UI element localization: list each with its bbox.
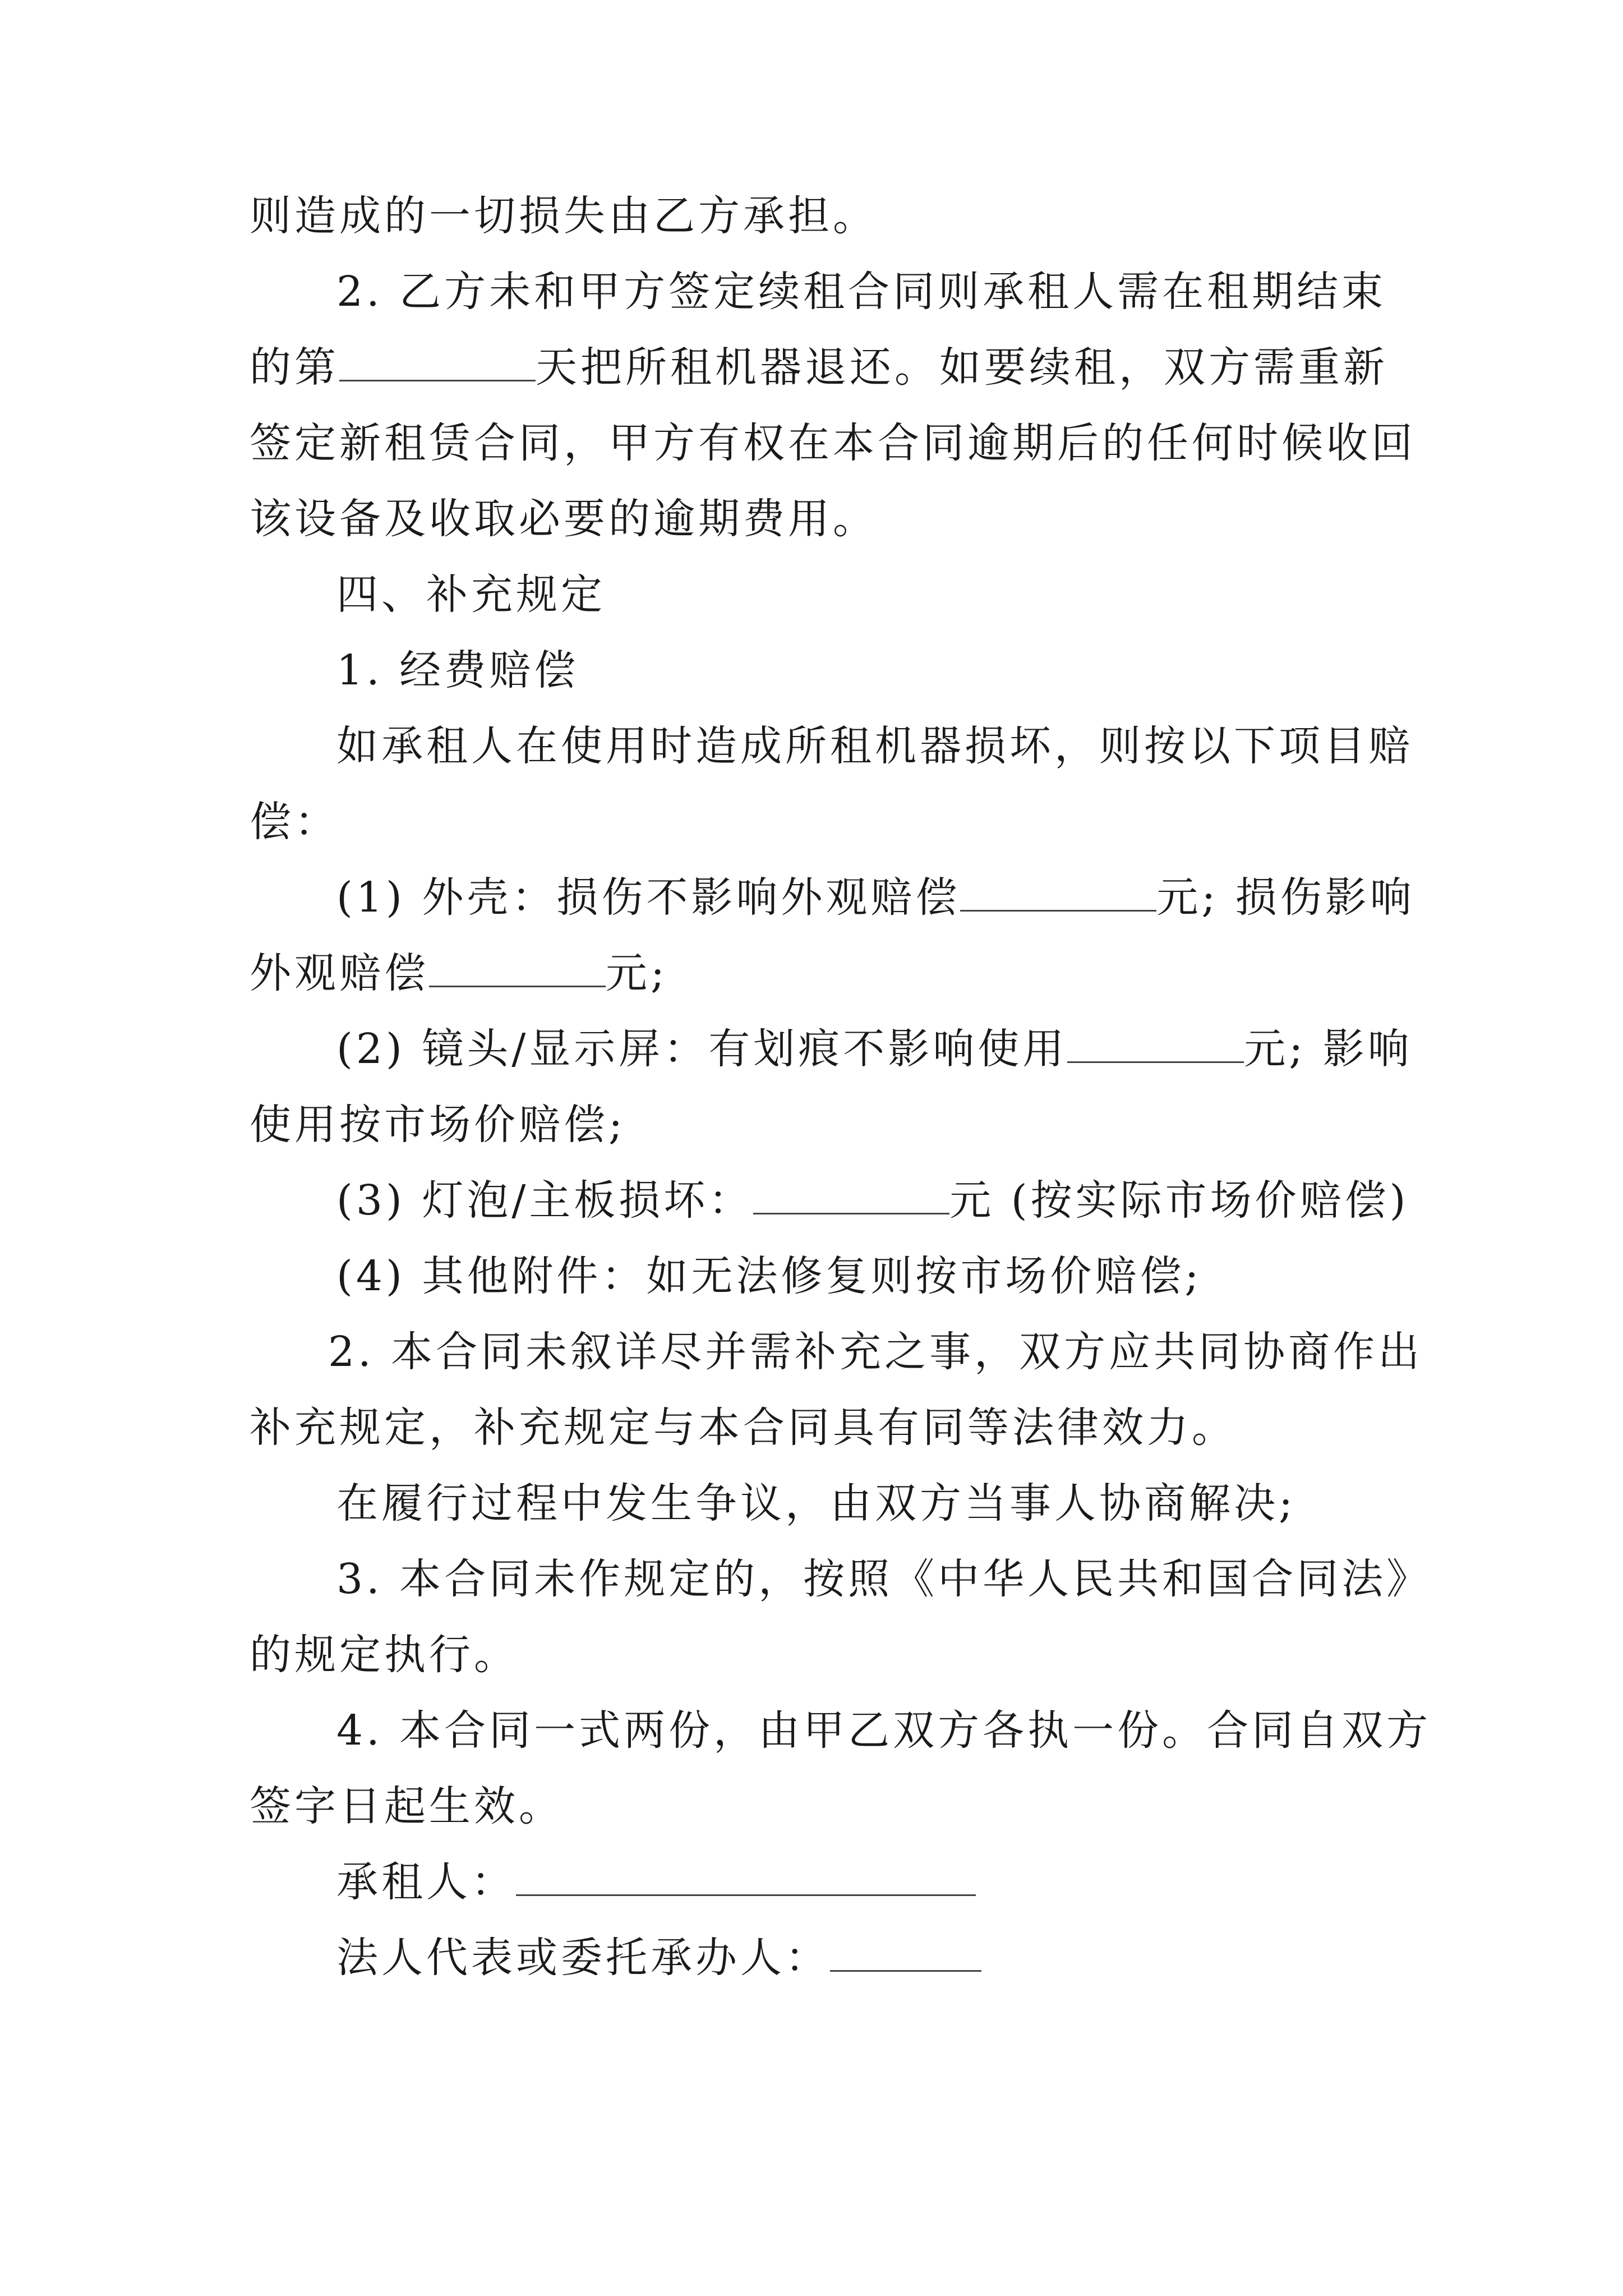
representative-signature-blank[interactable] bbox=[830, 1935, 981, 1972]
clause-2-renewal: 2. 乙方未和甲方签定续租合同则承租人需在租期结束 bbox=[336, 268, 1387, 316]
paragraph-line: 签字日起生效。 bbox=[250, 1782, 564, 1830]
lens-scratch-blank[interactable] bbox=[1067, 1027, 1244, 1063]
paragraph-line: 使用按市场价赔偿; bbox=[250, 1101, 626, 1149]
paragraph-line: 的规定执行。 bbox=[250, 1631, 519, 1679]
representative-signature-line: 法人代表或委托承办人： bbox=[336, 1930, 981, 1986]
paragraph-line: 的第 天把所租机器退还。如要续租，双方需重新 bbox=[250, 343, 1388, 392]
paragraph-line: 在履行过程中发生争议，由双方当事人协商解决; bbox=[336, 1479, 1296, 1527]
section-heading-supplementary: 四、补充规定 bbox=[336, 570, 606, 619]
paragraph-line: 该设备及收取必要的逾期费用。 bbox=[250, 495, 878, 543]
paragraph-line: 偿： bbox=[250, 798, 339, 846]
item-lens-screen: (2) 镜头/显示屏：有划痕不影响使用 元; 影响 bbox=[336, 1025, 1413, 1073]
paragraph-line: 签定新租赁合同，甲方有权在本合同逾期后的任何时候收回 bbox=[250, 419, 1416, 467]
casing-no-impact-blank[interactable] bbox=[960, 875, 1156, 912]
paragraph-line: 则造成的一切损失由乙方承担。 bbox=[250, 192, 878, 240]
paragraph-line: 外观赔偿 元; bbox=[250, 949, 668, 997]
lessee-signature-line: 承租人： bbox=[336, 1854, 976, 1910]
bulb-board-blank[interactable] bbox=[753, 1178, 949, 1214]
item-casing: (1) 外壳：损伤不影响外观赔偿 元; 损伤影响 bbox=[336, 873, 1415, 922]
clause-2-supplement: 2. 本合同未叙详尽并需补充之事，双方应共同协商作出 bbox=[328, 1328, 1423, 1376]
subsection-heading-compensation: 1. 经费赔偿 bbox=[336, 646, 579, 694]
lessee-signature-blank[interactable] bbox=[516, 1860, 976, 1896]
paragraph-line: 补充规定，补充规定与本合同具有同等法律效力。 bbox=[250, 1404, 1237, 1452]
paragraph-line: 如承租人在使用时造成所租机器损坏，则按以下项目赔 bbox=[336, 722, 1413, 770]
return-days-blank[interactable] bbox=[339, 345, 536, 381]
clause-3: 3. 本合同未作规定的，按照《中华人民共和国合同法》 bbox=[336, 1555, 1432, 1603]
clause-4: 4. 本合同一式两份，由甲乙双方各执一份。合同自双方 bbox=[336, 1706, 1432, 1755]
item-accessories: (4) 其他附件：如无法修复则按市场价赔偿; bbox=[336, 1252, 1202, 1300]
casing-impact-blank[interactable] bbox=[429, 951, 606, 987]
item-bulb-board: (3) 灯泡/主板损坏： 元 (按实际市场价赔偿) bbox=[336, 1176, 1409, 1225]
